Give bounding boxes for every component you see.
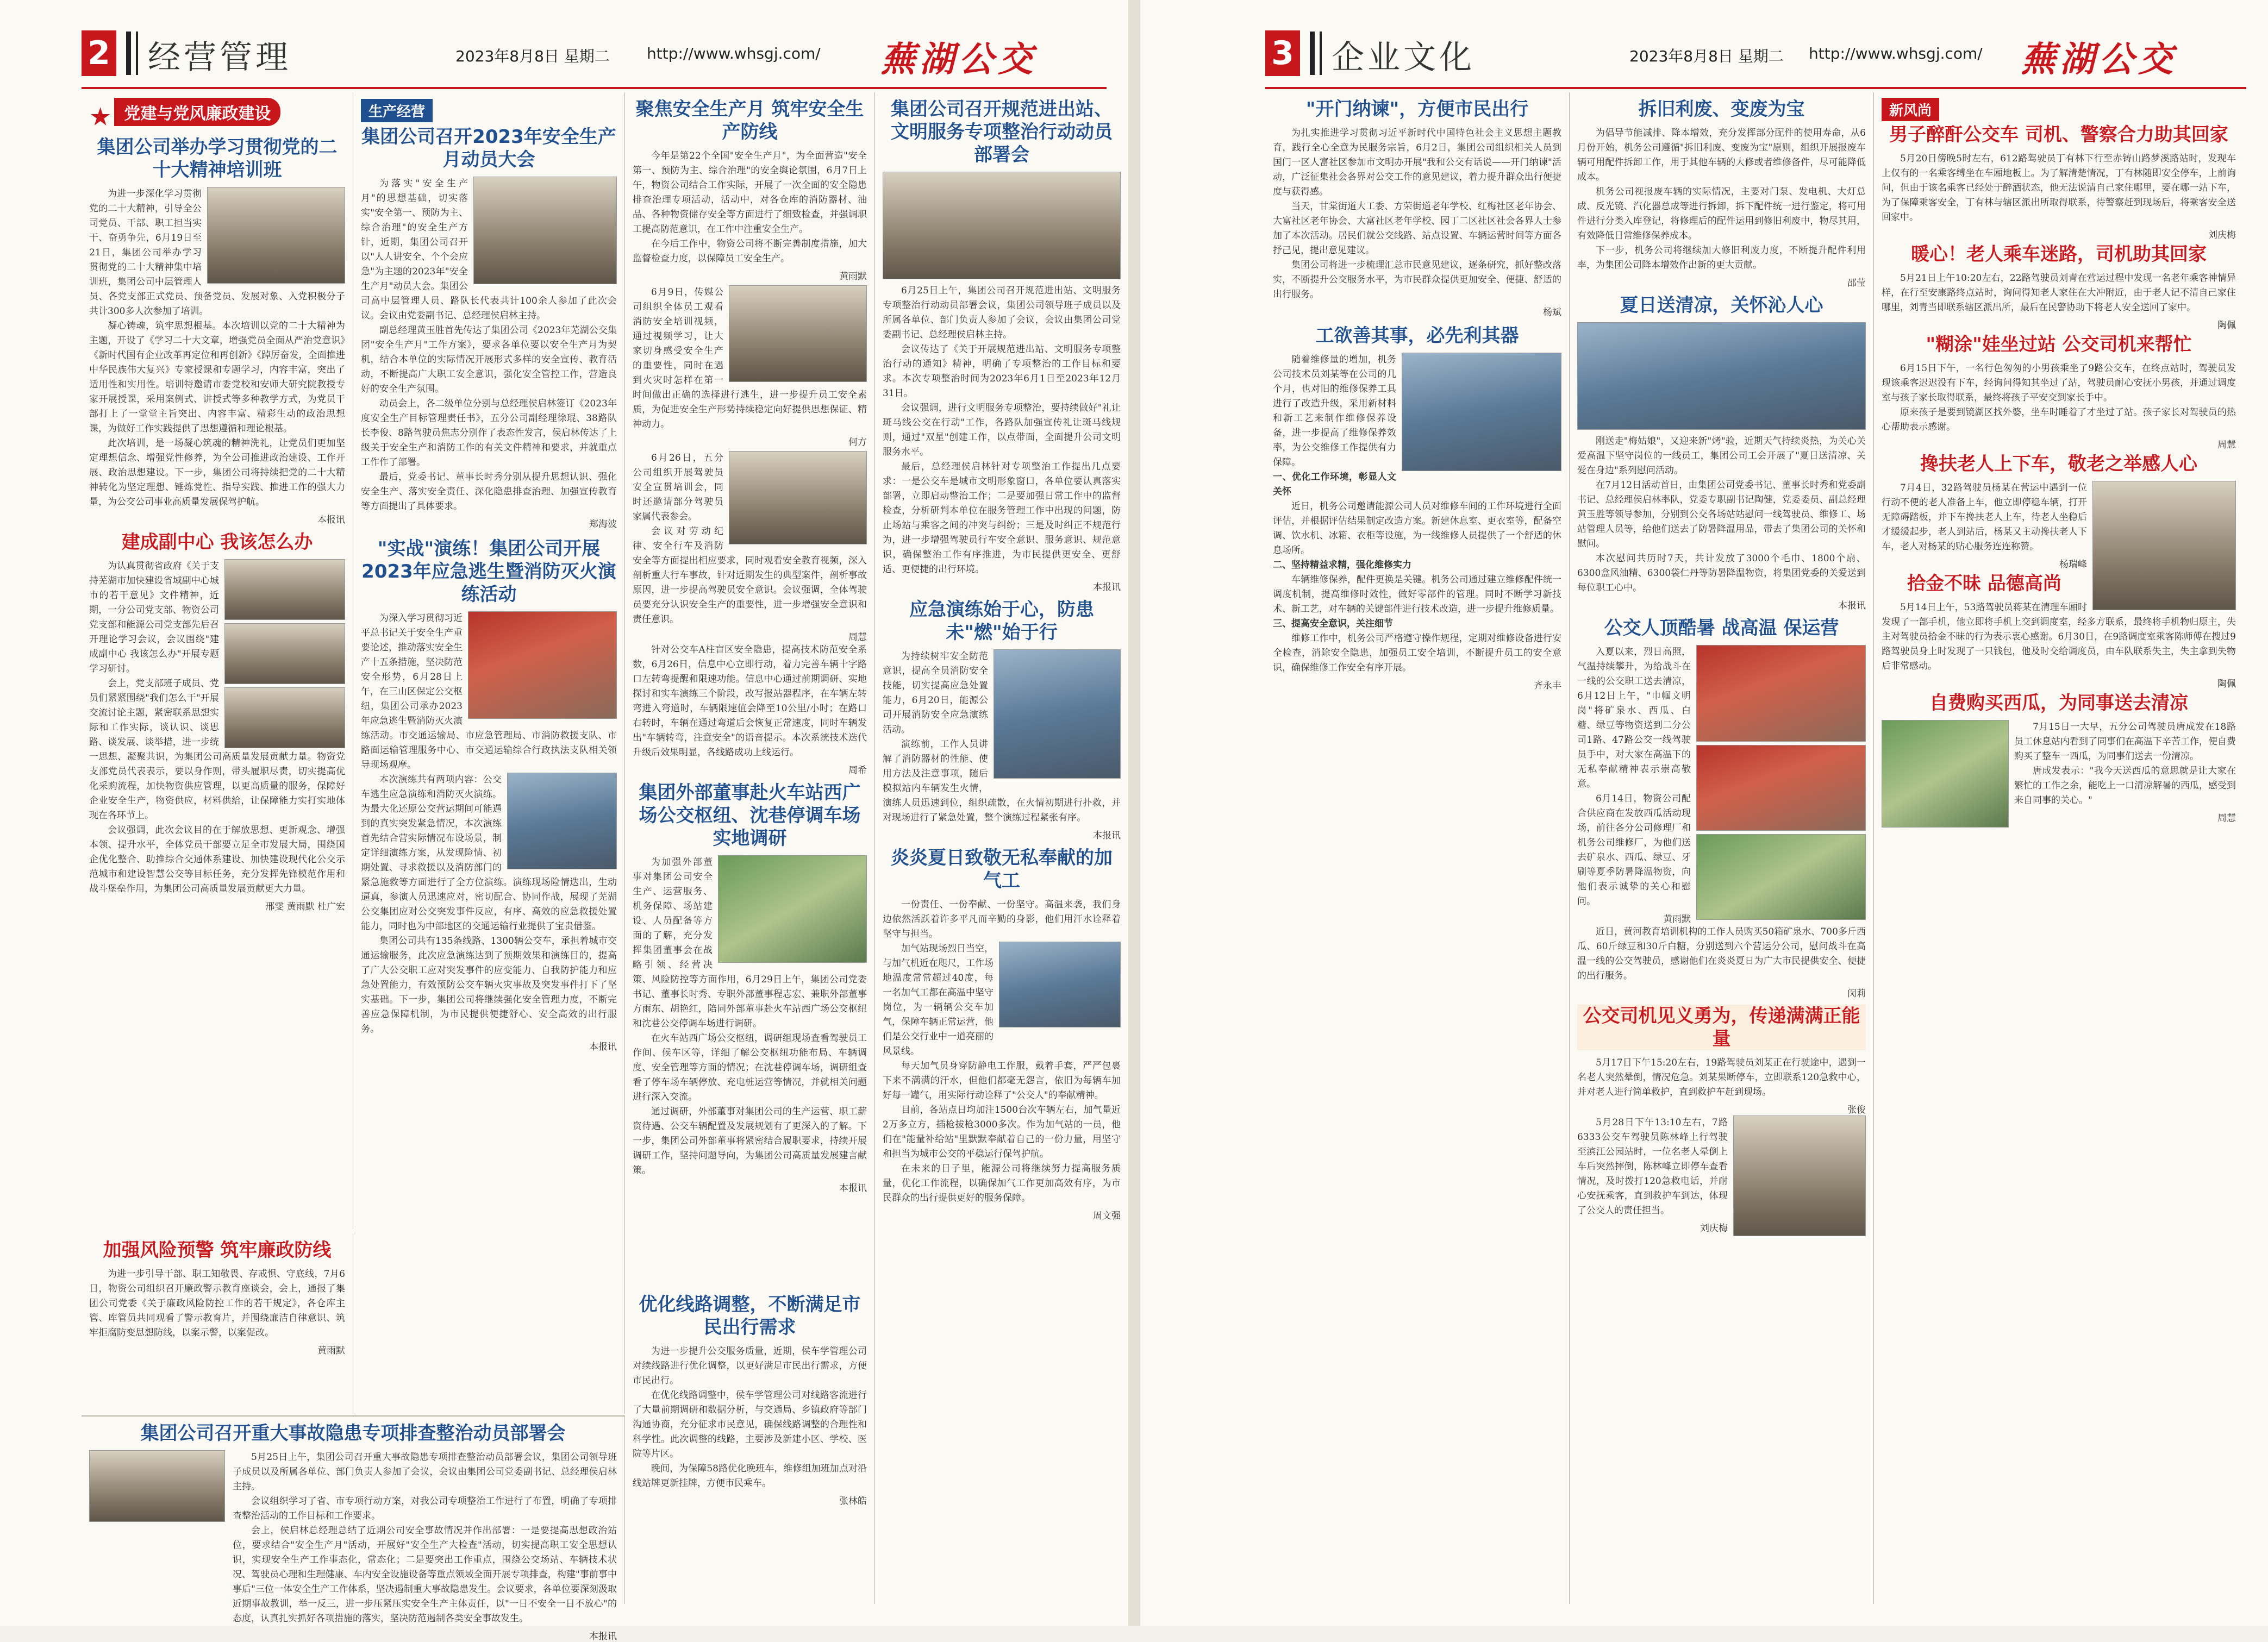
byline: 周希 [848,765,867,776]
meeting-photo [224,687,345,748]
article-body: 通过调研，外部董事对集团公司的生产运营、职工薪资待遇、公交车辆配置及发展规划有了更深入的了解。下一步，集团公司外部董事将紧密结合履职要求，持续开展调研工作，坚持问题导向，为集团公司高质量发展建言献策。 [633,1106,867,1176]
article-title: 男子醉酐公交车 司机、警察合力助其回家 [1889,124,2228,146]
article-body: 最后，党委书记、董事长时秀分别从提升思想认识、强化安全生产、落实安全责任、深化隐患排查治理、加强宣传教育等方面提出了具体要求。 [361,472,617,512]
article-body: 会议强调，此次会议目的在于解放思想、更新观念、增强本领、提升水平，全体党员干部要立足全市发展大局，围绕国企优化整合、助推综合交通体系建设、加快建设现代化公交示范城市和建设智慧公交等目标任务，充分发挥先锋模范作用和战斗堡垒作用，为集团公司高质量发展贡献更大力量。 [89,824,345,894]
newspaper-logo: 蕪湖公交 [2021,39,2177,80]
article-body: 为扎实推进学习贯彻习近平新时代中国特色社会主义思想主题教育，践行全心全意为民服务宗旨，6月2日，集团公司组织相关人员到国门一区人富社区参加市文明办开展"我和公交有话说——开门纳谏"活动，广泛征集社会各界对公交工作的意见建议，着力提升群众出行便捷度与获得感。 [1273,128,1561,197]
article-title: 集团公司召开重大事故隐患专项排查整治动员部署会 [140,1422,566,1444]
page-number: 2 [82,30,116,76]
article-body: 5月14日上午，53路驾驶员蒋某在清理车厢时发现了一部手机，他立即将手机上交到调度室，经多方联系，最终将手机物归原主，失主对驾驶员拾金不昧的行为表示衷心感谢。6月30日，在9路调度室乘客陈师傅在搜过9路驾驶员身上时发现了一只钱包，他及时交给调度员，由车队联系失主，失主拿到失物后非常感动。 [1882,602,2236,672]
header-bars-icon [1310,32,1322,75]
driver-meeting-photo [729,451,867,544]
newspaper-logo: 蕪湖公交 [880,39,1037,80]
article-body: 本次演练共有两项内容：公交车逃生应急演练和消防灭火演练。为最大化还原公交营运期间可能遇到的真实突发紧急情况，本次演练首先结合营实际情况布设场景，制定详细演练方案，从发现险情、初期处置、寻求救援以及消防部门的紧急施救等方面进行了全方位演练。演练现场险情迭出，生动逼真，参演人员迅速应对，密切配合、协同作战，展现了芜湖公交集团应对公交突发事件反应，有序、高效的应急救援处置能力，同时也为中部地区的交通运输行业提供了宝贵借鉴。 [361,774,617,932]
article-title: "实战"演练！集团公司开展2023年应急逃生暨消防灭火演练活动 [361,538,616,605]
article-body: 为持续树牢安全防范意识，提高全员消防安全技能，切实提高应急处置能力，6月20日，能源公司开展消防安全应急演练活动。 [883,651,988,735]
building-photo [1577,322,1866,430]
bus-interior-photo [1733,1115,1866,1236]
banner-label: 党建与党风廉政建设 [114,98,280,126]
article-body: 6月9日，传媒公司组织全体员工观看消防安全培训视频，通过视频学习，让大家切身感受安全生产的重要性，同时在遇到火灾时怎样在第一时间做出正确的选择进行逃生，进一步提升员工安全素质，为促进安全生产形势持续稳定向好提供思想保证、精神动力。 [633,287,867,430]
site-url[interactable]: http://www.whsgj.com/ [647,45,821,62]
byline: 黄雨默 [1663,914,1691,925]
article-title: 聚焦安全生产月 筑牢安全生产防线 [635,98,864,143]
article-body: 晚间，为保障58路优化晚班车，维修组加班加点对沿线站牌更新挂牌，方便市民乘车。 [633,1463,867,1489]
byline: 本报讯 [589,1631,617,1642]
byline: 本报讯 [839,1183,867,1194]
article-body: 6月15日下午，一名行色匆匆的小男孩乘坐了9路公交车，在终点站时，驾驶员发现该乘客迟迟没有下车，经询问得知其坐过了站，驾驶员耐心安抚小男孩，并通过调度室与孩子家长取得联系，最终将孩子平安交到家长手中。 [1882,363,2236,403]
byline: 本报讯 [589,1042,617,1052]
article-body: 6月25日上午，集团公司召开规范进出站、文明服务专项整治行动动员部署会议，集团公司领导班子成员以及所属各单位、部门负责人参加了会议，会议由集团公司党委副书记、总经理侯启林主持。 [883,285,1121,340]
article-body: 当天，甘棠街道大工委、方荣街道老年学校、红梅社区老年协会、大富社区老年协会、大富社区老年学校、园丁二区社区社会各界人士参加了本次活动。居民们就公交线路、站点设置、车辆运营时间等方面各抒己见，提出意见建议。 [1273,201,1561,256]
gas-station-photo [999,942,1121,1027]
article-body: 动员会上，各二级单位分别与总经理侯启林签订《2023年度安全生产目标管理责任书》，五分公司副经理徐琨、38路队长李俊、8路驾驶员焦志分别作了表态性发言，侯启林传达了上级关于安全生产和消防工作的有关文件精神和要求，并就重点工作作了部署。 [361,398,617,468]
article-title: 集团公司举办学习贯彻党的二十大精神培训班 [97,136,338,181]
article-body: 为加强外部董事对集团公司安全生产、运营服务、机务保障、场站建设、人员配备等方面的了解，充分发挥集团董事会在战略引领、经营决策、风险防控等方面作用，6月29日上午，集团公司党委书记、董事长时秀、专职外部董事程志宏、兼职外部董事方雨东、胡艳红，陪同外部董事赴火车站西广场公交枢纽和沈巷公交停调车场进行调研。 [633,857,867,1029]
article-title: 暖心！老人乘车迷路，司机助其回家 [1911,243,2207,265]
article-body: 为进一步引导干部、职工知敬畏、存戒惧、守底线，7月6日，物资公司组织召开廉政警示教育座谈会，会上，通报了集团公司党委《关于廉政风险防控工作的若干规定》，各仓库主管、库管员共同观看了警示教育片，并围绕廉洁自律意识、筑牢拒腐防变思想防线，以案示警，以案促改。 [89,1269,345,1338]
byline: 黄雨默 [839,271,867,282]
article-body: 为进一步提升公交服务质量，近期，侯车学管理公司对续线路进行优化调整，以更好满足市民出行需求，方便市民出行。 [633,1346,867,1386]
byline: 周文强 [1093,1211,1121,1221]
section-tag [361,99,617,122]
byline: 本报讯 [1838,600,1866,611]
byline: 杨斌 [1543,307,1561,318]
article-title: 应急演练始于心，防患未"燃"始于行 [909,599,1094,643]
heat-relief-photos [1696,645,1866,920]
meeting-photo [224,623,345,684]
meeting-photos [224,559,345,748]
byline: 闵莉 [1847,988,1866,999]
article-title: 集团外部董事赴火车站西广场公交枢纽、沈巷停调车场实地调研 [639,782,861,849]
training-photo [207,187,345,284]
header-rule [1265,87,2246,89]
right-page [1140,0,2268,1626]
article-body: 刚送走"梅姑娘"，又迎来新"烤"验，近期天气持续炎热，为关心关爱高温下坚守岗位的一线员工，集团公司工会开展了"夏日送清凉、关爱在身边"系列慰问活动。 [1577,436,1866,476]
byline: 杨瑞峰 [2059,559,2087,570]
article-title: 公交人顶酷暑 战高温 保运营 [1604,617,1839,639]
byline: 黄雨默 [317,1345,345,1356]
article-body: 7月15日一大早，五分公司驾驶员唐成发在18路员工休息站内看到了同事们在高温下辛苦工作，便自费购买了整车一西瓜，为同事们送去一份清凉。 [2014,722,2236,762]
byline: 邢雯 黄雨默 杜广宏 [265,901,345,912]
tag-label: 生产经营 [361,99,433,122]
page-header [0,10,1128,91]
byline: 陶佩 [2217,679,2236,690]
article-title: 集团公司召开2023年安全生产月动员大会 [361,126,616,171]
right-col-2 [1570,92,1874,1604]
left-col-3-lower [625,1288,875,1604]
page-gutter [1128,0,1140,1626]
left-bottom-article [82,1415,625,1642]
hazard-meeting-photo [89,1450,225,1522]
article-body: 为深入学习贯彻习近平总书记关于安全生产重要论述，推动落实安全生产十五条措施，坚决防范安全形势，6月28日上午，在三山区保定公交枢纽，集团公司承办2023年应急逃生暨消防灭火演练活动。市交通运输局、市应急管理局、市消防救援支队、市路面运输管理服务中心、市交通运输综合行政执法支队相关领导现场观摩。 [361,613,617,770]
left-col-4 [875,92,1128,1604]
article-body: 为进一步深化学习贯彻党的二十大精神，引导全公司党员、干部、职工担当实干、奋勇争先，6月19日至21日，集团公司举办学习贯彻党的二十大精神集中培训班，集团公司中层管理人员、各党支部正式党员、预备党员、发展对象、入党积极分子共计300多人次参加了培训。 [89,188,345,317]
article-body: 7月4日，32路驾驶员杨某在营运中遇到一位行动不便的老人准备上车，他立即停稳车辆，打开无障碍踏板，并下车搀扶老人上车，待老人坐稳后才缓缓起步，老人到站后，杨某又主动搀扶老人下车，老人对杨某的贴心服务连连称赞。 [1882,482,2087,552]
byline: 何方 [848,437,867,448]
article-title: 拾金不昧 品德高尚 [1907,573,2061,594]
byline: 周慧 [2217,440,2236,450]
byline: 齐永丰 [1534,680,1561,691]
article-body: 会议组织学习了省、市专项行动方案，对我公司专项整治工作进行了布置，明确了专项排查整治活动的工作目标和工作要求。 [233,1496,617,1521]
article-title: 优化线路调整，不断满足市民出行需求 [639,1294,861,1338]
article-body: 近日，机务公司邀请能源公司人员对维修车间的工作环境进行全面评估，并根据评估结果制定改造方案。新建休息室、更衣室等，配备空调、饮水机、冰箱、衣柜等设施，为一线维修人员提供了一个舒适的休息场所。 [1273,501,1561,556]
article-body: 会议对劳动纪律、安全行车及消防安全等方面提出相应要求，同时观看安全教育视频，深入剖析重大行车事故，针对近期发生的典型案件，剖析事故原因，进一步提高驾驶员安全意识。会议强调，全体驾驶员要充分认识安全生产的重要性，进一步增强安全意识和责任意识。 [633,526,867,625]
article-title: 搀扶老人上下车，敬老之举感人心 [1920,453,2197,475]
byline: 本报讯 [1093,582,1121,593]
article-body: 近日，黄河教育培训机构的工作人员购买50箱矿泉水、700多斤西瓜、60斤绿豆和30斤白糖，分别送到六个营运分公司，慰问战斗在高温一线的公交驾驶员，感谢他们在炎炎夏日为广大市民提供安全、便捷的出行服务。 [1577,926,1866,981]
article-body: 一份责任、一份奉献、一份坚守。高温来袭，我们身边依然活跃着许多平凡而辛勤的身影，他们用汗水诠释着坚守与担当。 [883,899,1121,939]
article-body: 每天加气员身穿防静电工作服，戴着手套，严严包裹下来不满满的汗水，但他们都毫无怨言，依旧为每辆车加好每一罐气，用实际行动诠释了"公交人"的奉献精神。 [883,1061,1121,1101]
article-body: 下一步，机务公司将继续加大修旧利废力度，不断提升配件利用率，为集团公司降本增效作出新的更大贡献。 [1577,245,1866,271]
article-body: 为倡导节能减排、降本增效，充分发挥部分配件的使用寿命，从6月份开始，机务公司遵循"拆旧利废、变废为宝"原则，组织开展报废车辆可用配件拆卸工作，用于其他车辆的大修或者维修备件，尽可能降低成本。 [1577,128,1866,183]
article-body: 在7月12日活动首日，由集团公司党委书记、董事长时秀和党委副书记、总经理侯启林率队，党委专职副书记陶健，党委委员、副总经理黄玉胜等领导参加，分别到公交各场站站慰问一线驾驶员、维修工、场站管理人员等，给他们送去了防暑降温用品，带去了集团公司的关怀和慰问。 [1577,480,1866,549]
left-col-1 [82,92,353,1229]
article-body: 唐成发表示："我今天送西瓜的意思就是让大家在繁忙的工作之余，能吃上一口清凉解暑的西瓜，感受到来自同事的关心。" [2014,766,2236,806]
article-body: 车辆维修保养，配件更换是关键。机务公司通过建立维修配件统一调度机制，提高维修时效性，做好零部件的管理。同时不断学习新技术、新工艺，对车辆的关键部件进行技术改造，进一步提升维修质量。 [1273,574,1561,615]
article-title: "糊涂"娃坐过站 公交司机来帮忙 [1926,334,2192,355]
article-body: 会议强调，进行文明服务专项整治，要持续做好"礼让斑马线公交在行动"工作，各路队加强宣传礼让斑马线规则，通过"双星"创建工作，以点带面，全面提升公司文明服务水平。 [883,403,1121,457]
page-number: 3 [1265,30,1300,76]
article-body: 5月21日上午10:20左右，22路驾驶员刘青在营运过程中发现一名老年乘客神情异样，在行至安康路终点站时，询问得知老人家住在大冲附近，由于老人记不清自己家住哪里，刘青当即联系辖区派出所，最后在民警协助下将老人安全送回了家中。 [1882,273,2236,313]
byline: 陶佩 [2217,320,2236,331]
header-rule [82,87,1107,89]
helping-elder-photo [2092,481,2236,610]
byline: 邵莹 [1847,278,1866,289]
byline: 周慧 [2217,813,2236,824]
article-body: 5月20日傍晚5时左右，612路驾驶员丁有林下行至赤铸山路梦溪路站时，发现车上仅有的一名乘客缚坐在车厢地板上。为了解清楚情况，丁有林随即安全停车，上前询问，但由于该名乘客已经处于醉酒状态，他无法说清自己家住哪里，要在哪一站下车，为了保障乘客安全，丁有林与辖区派出所取得联系，待警察赶到现场后，将乘客安全送回家中。 [1882,153,2236,223]
article-title: "开门纳谏"，方便市民出行 [1305,98,1529,120]
article-body: 5月17日下午15:20左右，19路驾驶员刘某正在行驶途中，遇到一名老人突然晕倒，情况危急。刘某果断停车，立即联系120急救中心，并对老人进行简单救护，直到救护车赶到现场。 [1577,1057,1866,1098]
supplies-photo [1696,745,1866,831]
left-col-3 [625,92,875,1414]
article-title: 拆旧利废、变废为宝 [1638,98,1805,120]
byline: 张俊 [1847,1105,1866,1115]
tag-label: 新风尚 [1882,98,1939,121]
byline: 刘庆梅 [1700,1223,1728,1234]
group-photo [1696,834,1866,920]
article-body: 演练前，工作人员讲解了消防器材的性能、使用方法及注意事项，随后模拟站内车辆发生火情，演练人员迅速到位，组织疏散，在火情初期进行扑救，并对现场进行了紧急处置，整个演练过程紧张有序。 [883,739,1121,823]
drill-photo [468,611,617,719]
byline: 郑海波 [589,519,617,530]
fire-drill-photo [994,649,1121,779]
article-body: 原来孩子是要到镜湖区找外婆，坐车时睡着了才坐过了站。孩子家长对驾驶员的热心帮助表示感谢。 [1882,407,2236,433]
left-page [0,0,1128,1642]
right-col-3 [1874,92,2244,1604]
watermelon-photo [1882,720,2009,828]
article-body: 机务公司视报废车辆的实际情况，主要对门泵、发电机、大灯总成、反光镜、汽化器总成等进行拆卸，拆下配件统一进行鉴定，将可用件进行分类入库登记，将修理后的配件运用到修旧利废中，物尽其用，有效降低日常维修保养成本。 [1577,186,1866,241]
article-title: 自费购买西瓜，为同事送去清凉 [1929,692,2188,714]
article-body: 为落实"安全生产月"的思想基础，切实落实"安全第一、预防为主、综合治理"的安全生产方针，近期，集团公司召开以"人人讲安全、个个会应急"为主题的2023年"安全生产月"动员大会。集团公司高中层管理人员、路队长代表共计100余人参加了此次会议。会议由党委副书记、总经理侯启林主持。 [361,178,617,321]
right-col-1 [1265,92,1570,1604]
article-title: 集团公司召开规范进出站、文明服务专项整治行动动员部署会 [891,98,1113,166]
byline: 刘庆梅 [2208,230,2236,241]
article-title: 加强风险预警 筑牢廉政防线 [103,1239,332,1261]
byline: 张林皓 [839,1496,867,1507]
page-header [1140,10,2268,91]
article-title: 夏日送清凉，关怀沁人心 [1620,294,1823,316]
left-col-1-lower [82,1233,353,1414]
article-body: 集团公司共有135条线路、1300辆公交车，承担着城市交通运输服务，此次应急演练达到了预期效果和演练目的，提高了广大公交职工应对突发事件的应变能力、自我防护能力和应急处置能力，有效预防公交车辆火灾事故及突发事件打下了坚实基础。下一步，集团公司将继续强化安全管理力度，不断完善应急保障机制，为市民提供便捷舒心、安全高效的出行服务。 [361,936,617,1035]
workshop-photo [1402,353,1561,471]
byline: 本报讯 [1093,830,1121,841]
article-body: 5月28日下午13:10左右，7路6333公交车驾驶员陈林峰上行驾驶至滨江公园站时，一位名老人晕倒上车后突然摔倒，陈林峰立即停车查看情况，及时拨打120急救电话，并耐心安抚乘客，直到救护车到达，体现了公交人的责任担当。 [1577,1117,1728,1216]
article-body: 今年是第22个全国"安全生产月"，为全面营造"安全第一、预防为主、综合治理"的安全舆论氛围，6月7日上午，物资公司结合工作实际，开展了一次全面的安全隐患排查治理专项活动，活动中，对各仓库的消防器材、油品、各种物资储存安全等方面进行了细致检查，并强调职工提高防范意识，在工作中注重安全生产。 [633,151,867,235]
article-body: 在火车站西广场公交枢纽，调研组现场查看驾驶员工作间、候车区等，详细了解公交枢纽功能布局、车辆调度、安全管理等方面的情况；在沈巷停调车场，调研组查看了停车场车辆停放、充电桩运营等情况，并就相关问题进行深入交流。 [633,1033,867,1102]
article-body: 会上，党支部班子成员、党员们紧紧围绕"我们怎么干"开展交流讨论主题，紧密联系思想实际和工作实际，谈认识、谈思路、谈发展、谈举措，进一步统一思想、凝聚共识，为集团公司高质量发展贡献力量。物资党支部党员代表表示，要以身作则，带头履职尽责，切实提高优化采购流程，加快物资供应管理，以更高质量的服务，保障好企业安全生产，物资供应，材料供给，让保障能力实打实地体现在各环节上。 [89,678,345,821]
meeting-photo [224,559,345,620]
article-body: 会上，侯启林总经理总结了近期公司安全事故情况并作出部署：一是要提高思想政治站位，要求结合"安全生产月"活动，开展好"安全生产大检查"活动，切实提高职工安全思想认识，实现安全生产工作事态化，常态化；二是要突出工作重点，围绕公交场站、车辆技术状况、驾驶员心理和生理健康、车内安全设施设备等重点领域全面开展专项排查，构建"事前事中事后"三位一体安全生产工作体系，坚决遏制重大事故隐患发生。会议要求，各单位要深刻汲取近期事故教训，举一反三，进一步压紧压实安全生产主体责任，以"一日不安全一日不放心"的态度，认真扎实抓好各项措施的落实，坚决防范遏制各类安全事故发生。 [233,1525,617,1624]
site-url[interactable]: http://www.whsgj.com/ [1809,45,1983,62]
article-body: 本次慰问共历时7天，共计发放了3000个毛巾、1800个扇、6300盒风油精、6300袋仁丹等防暑降温物资，将集团党委的关爱送到每位职工心中。 [1577,553,1866,593]
article-body: 凝心铸魂，筑牢思想根基。本次培训以党的二十大精神为主题，开设了《学习二十大文章，增强党员全面从严治党意识》《新时代国有企业改革再定位和再创新》《踔厉奋发，全面推进中华民族伟大复兴》专家授课和专题学习，内容丰富，突出了适用性和实用性。培训特邀请市委党校和安师大研究院教授专家开展授课，采用案例式、讲授式等多种教学方式，为党员干部打上了一堂堂主旨突出、内容丰富、精彩生动的政治思想课，为做好工作实践提供了思想遵循和理论根基。 [89,320,345,434]
article-title: 公交司机见义勇为，传递满满正能量 [1577,1005,1866,1050]
article-subhead: 三、提高安全意识，关注细节 [1273,618,1393,629]
article-body: 加气站现场烈日当空，与加气机近在咫尺，工作场地温度常常超过40度，每一名加气工都在高温中坚守岗位，为一辆辆公交车加气，保障车辆正常运营，他们是公交行业中一道亮丽的风景线。 [883,943,994,1057]
article-body: 维修工作中，机务公司严格遵守操作规程，定期对维修设备进行安全检查，消除安全隐患，加强员工安全培训，不断提升员工的安全意识，确保维修工作安全有序开展。 [1273,633,1561,673]
article-body: 在今后工作中，物资公司将不断完善制度措施，加大监督检查力度，以保障员工安全生产。 [633,239,867,264]
article-body: 目前，各站点日均加注1500台次车辆左右，加气量近2万多立方，插枪拔枪3000多次。作为加气站的一员，他们在"能量补给站"里默默奉献着自己的一份力量，用坚守和担当为城市公交的平稳运行保驾护航。 [883,1105,1121,1160]
section-tag [1882,98,2236,121]
article-title: 建成副中心 我该怎么办 [121,531,313,553]
video-training-photo [729,285,867,382]
article-title: 炎炎夏日致敬无私奉献的加气工 [891,847,1113,892]
article-body: 5月25日上午，集团公司召开重大事故隐患专项排查整治动员部署会议，集团公司领导班子成员以及所属各单位、部门负责人参加了会议，会议由集团公司党委副书记、总经理侯启林主持。 [233,1452,617,1492]
article-title: 工欲善其事，必先利其器 [1315,325,1519,347]
article-body: 集团公司将进一步梳理汇总市民意见建议，逐条研究，抓好整改落实，不断提升公交服务水平，为市民群众提供更加安全、便捷、舒适的出行服务。 [1273,260,1561,300]
article-body: 会议传达了《关于开展规范进出站、文明服务专项整治行动的通知》精神，明确了专项整治的工作目标和要求。本次专项整治时间为2023年6月1日至2023年12月31日。 [883,344,1121,399]
issue-date: 2023年8月8日 星期二 [455,47,610,65]
section-title: 经营管理 [148,39,291,77]
left-col-2 [353,92,625,1414]
article-body: 针对公交车A柱盲区安全隐患，提高技术防范安全系数，6月26日，信息中心立即行动，着力完善车辆十字路口左转弯提醒和限速功能。信息中心通过前期调研、实地探讨和实车演练三个阶段，改写报站器程序，在车辆左转弯进入弯道时，车辆限速值会降至10公里/小时；在路口右转时，车辆在通过弯道后会恢复正常速度，同时车辆发出"车辆转弯，注意安全"的语音提示。本次系统技术迭代升级后效果明显，各线路成功上线运行。 [633,644,867,758]
conference-photo [473,177,617,284]
bus-fire-photo [507,773,617,869]
byline: 本报讯 [317,514,345,525]
banner-photo [1696,645,1866,742]
star-icon: ★ [89,102,112,131]
article-body: 6月26日，五分公司组织开展驾驶员安全宣贯培训会，同时还邀请部分驾驶员家属代表参会。 [633,453,723,522]
article-body: 6月14日，物资公司配合供应商在发放西瓜活动现场，前往各分公司修理厂和机务公司维修厂，为他们送去矿泉水、西瓜、绿豆、牙刷等夏季防暑降温物资，向他们表示诚挚的关心和慰问。 [1577,793,1691,907]
article-body: 此次培训，是一场凝心筑魂的精神洗礼，让党员们更加坚定理想信念、增强党性修养，为全公司推进政治建设、工作开展、政治思想建设。下一步，集团公司将持续把党的二十大精神转化为坚定理想、锤炼党性、指导实践、推进工作的强大力量，为公交公司事业高质量发展保驾护航。 [89,437,345,507]
article-subhead: 一、优化工作环境，彰显人文关怀 [1273,472,1396,497]
article-body: 最后，总经理侯启林针对专项整治工作提出几点要求：一是公交车是城市文明形象窗口，各单位要认真落实部署，立即启动整治工作；二是要加强日常工作中的监督检查，分析研判本单位在服务管理工作中出现的问题，防止场站与乘客之间的冲突与纠纷；三是及时纠正不规范行为，进一步增强驾驶员行车安全意识、服务意识、规范意识，确保整治工作有序推进，为市民提供更安全、更舒适、更便捷的出行环境。 [883,461,1121,575]
article-body: 入夏以来，烈日高照，气温持续攀升，为给战斗在一线的公交职工送去清凉，6月12日上午，"巾帼文明岗"将矿泉水、西瓜、白糖、绿豆等物资送到二分公司1路、47路公交一线驾驶员手中，对大家在高温下的无私奉献精神表示崇高敬意。 [1577,647,1691,789]
section-title: 企业文化 [1332,39,1475,77]
article-body: 在优化线路调整中，侯车学管理公司对线路客流进行了大量前期调研和数据分析，与交通局、乡镇政府等部门沟通协商，充分征求市民意见，确保线路调整的合理性和科学性。此次调整的线路，主要涉及新建小区、学校、医院等片区。 [633,1390,867,1459]
article-body: 为认真贯彻省政府《关于支持芜湖市加快建设省域副中心城市的若干意见》文件精神，近期，一分公司党支部、物资公司党支部和能源公司党支部先后召开理论学习会议，会议围绕"建成副中心 我该怎么办"开展专题学习研讨。 [89,560,219,674]
site-visit-photo [718,855,867,963]
mobilization-meeting-photo [883,172,1121,279]
header-bars-icon [126,32,138,75]
article-body: 副总经理黄玉胜首先传达了集团公司《2023年芜湖公交集团"安全生产月"工作方案》，要求各单位要以安全生产月为契机，结合本单位的实际情况开展形式多样的安全宣传、教育活动，不断提高广大职工安全意识，强化安全管控工作，营造良好的安全生产氛围。 [361,325,617,394]
issue-date: 2023年8月8日 星期二 [1629,47,1784,65]
article-body: 在未来的日子里，能源公司将继续努力提高服务质量，优化工作流程，以确保加气工作更加高效有序，为市民群众的出行提供更好的服务保障。 [883,1163,1121,1204]
party-banner [89,98,345,131]
byline: 周慧 [848,632,867,643]
article-body: 随着维修量的增加，机务公司技术员刘某等在公司的几个月，也对旧的维修保养工具进行了改造升级，采用新材料和新工艺来制作维修保养设备，进一步提高了维修保养效率，为公交维修工作提供有力保障。 [1273,354,1396,468]
article-subhead: 二、坚持精益求精，强化维修实力 [1273,560,1411,571]
